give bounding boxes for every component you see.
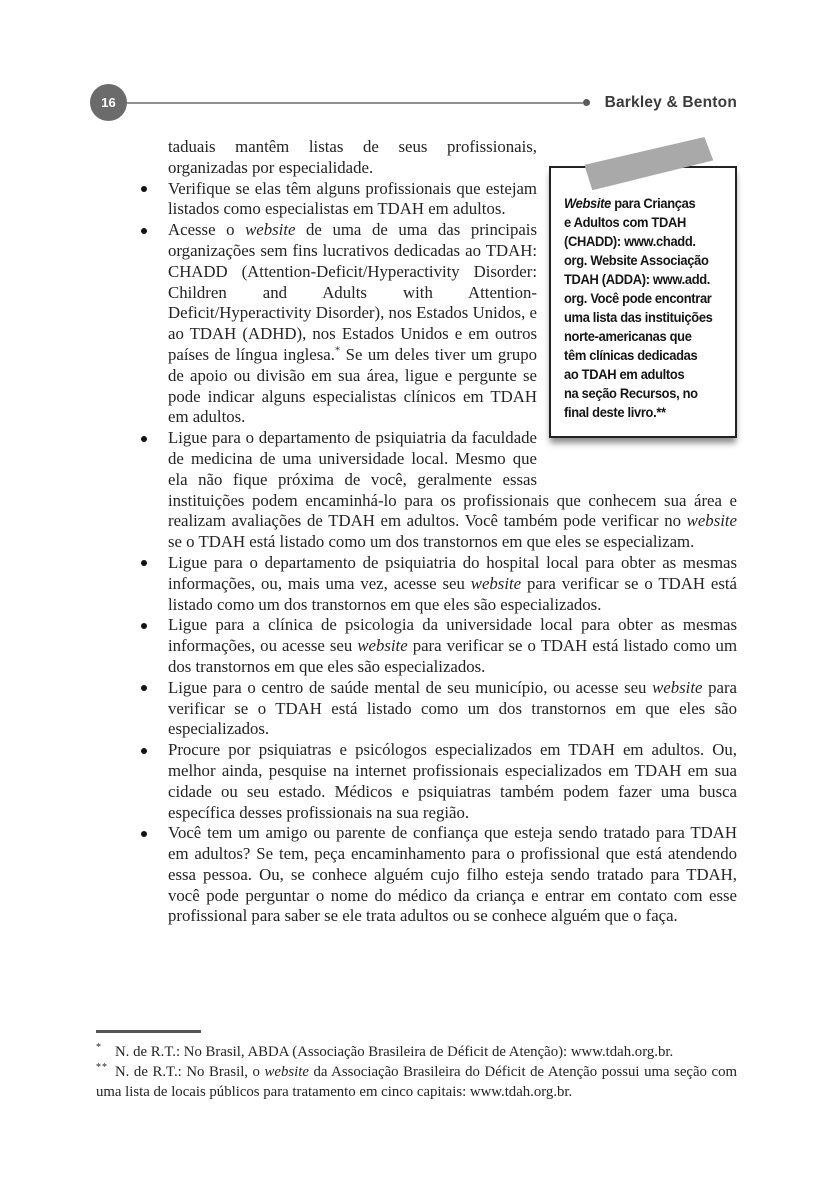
bullet-list [96,137,737,927]
note-line: TDAH (ADDA): www.add. [564,272,711,287]
page-header [90,84,737,121]
note-line: norte-americanas que [564,329,692,344]
paragraph-continuation: taduais mantêm listas de seus profissionais, organizadas por especialidade. [168,137,537,177]
note-line: ao TDAH em adultos [564,367,685,382]
note-line: final deste livro.** [564,405,666,420]
note-line: Website para Crianças [564,196,696,211]
note-line: na seção Recursos, no [564,386,698,401]
footnote: ** N. de R.T.: No Brasil, o website da Associação Brasileira do Déficit de Atenção possui uma seção com uma lista de locais públicos para tratamento em cinco capitais: www.tdah.org.br. [96,1061,737,1100]
footnote-rule [96,1030,201,1033]
list-item: Acesse o website de uma de uma das principais organizações sem fins lucrativos dedicadas ao TDAH: CHADD (Attention-Deficit/Hyperactivity Disorder: Children and Adults with Attention-Deficit/Hyperactivity Disorder), nos Estados Unidos, e ao TDAH (ADHD), nos Estados Unidos e em outros países de língua inglesa.* Se um deles tiver um grupo de apoio ou divisão em sua área, ligue e pergunte se pode indicar alguns especialistas clínicos em TDAH em adultos. [168,220,737,428]
header-rule [127,102,583,104]
header-dot-icon [583,99,590,106]
list-item: Ligue para o centro de saúde mental de seu município, ou acesse seu website para verificar se o TDAH está listado como um dos transtornos em que eles são especializados. [168,677,737,739]
footnote: * N. de R.T.: No Brasil, ABDA (Associação Brasileira de Déficit de Atenção): www.tdah.org.br. [96,1041,674,1060]
note-line: org. Website Associação [564,253,709,268]
note-line: (CHADD): www.chadd. [564,234,696,249]
footnote-items [96,1042,737,1102]
list-item: Verifique se elas têm alguns profissionais que estejam listados como especialistas em TDAH em adultos. [168,179,737,221]
list-item: Ligue para o departamento de psiquiatria da faculdade de medicina de uma universidade local. Mesmo que ela não fique próxima de você, geralmente essas instituições podem encaminhá-lo para os profissionais que conhecem sua área e realizam avaliações de TDAH em adultos. Você também pode verificar no website se o TDAH está listado como um dos transtornos em que eles se especializam. [168,428,737,552]
list-item: Ligue para a clínica de psicologia da universidade local para obter as mesmas informações, ou acesse seu website para verificar se o TDAH está listado como um dos transtornos em que eles são especializados. [168,615,738,676]
page-number-badge [90,84,127,121]
note-line: têm clínicas dedicadas [564,348,698,363]
list-item: Procure por psiquiatras e psicólogos especializados em TDAH em adultos. Ou, melhor ainda, pesquise na internet profissionais especializados em TDAH em sua cidade ou seu estado. Médicos e psiquiatras também podem fazer uma busca específica desses profissionais na sua região. [168,740,737,822]
note-line: org. Você pode encontrar [564,291,712,306]
page-number: 16 [101,95,116,110]
running-head: Barkley & Benton [604,93,737,111]
note-line: uma lista das instituições [564,310,713,325]
list-item: Você tem um amigo ou parente de confiança que esteja sendo tratado para TDAH em adultos? Se tem, peça encaminhamento para o profissional que está atendendo essa pessoa. Ou, se conhece alguém cujo filho esteja sendo tratado para TDAH, você pode perguntar o nome do médico da criança e entrar em contato com esse profissional para saber se ele trata adultos ou se conhece alguém que o faça. [168,823,737,926]
note-line: e Adultos com TDAH [564,215,686,230]
footnote-text: N. de R.T.: No Brasil, ABDA (Associação Brasileira de Déficit de Atenção): www.tdah.org.br. [115,1043,674,1060]
footnote-text: N. de R.T.: No Brasil, o website da Associação Brasileira do Déficit de Atenção possui uma seção com uma lista de locais públicos para tratamento em cinco capitais: www.tdah.org.br. [96,1063,737,1100]
list-item: Ligue para o departamento de psiquiatria do hospital local para obter as mesmas informações, ou, mais uma vez, acesse seu website para verificar se o TDAH está listado como um dos transtornos em que eles são especializados. [168,552,737,614]
footnotes [96,1030,737,1102]
page-content [96,137,737,927]
